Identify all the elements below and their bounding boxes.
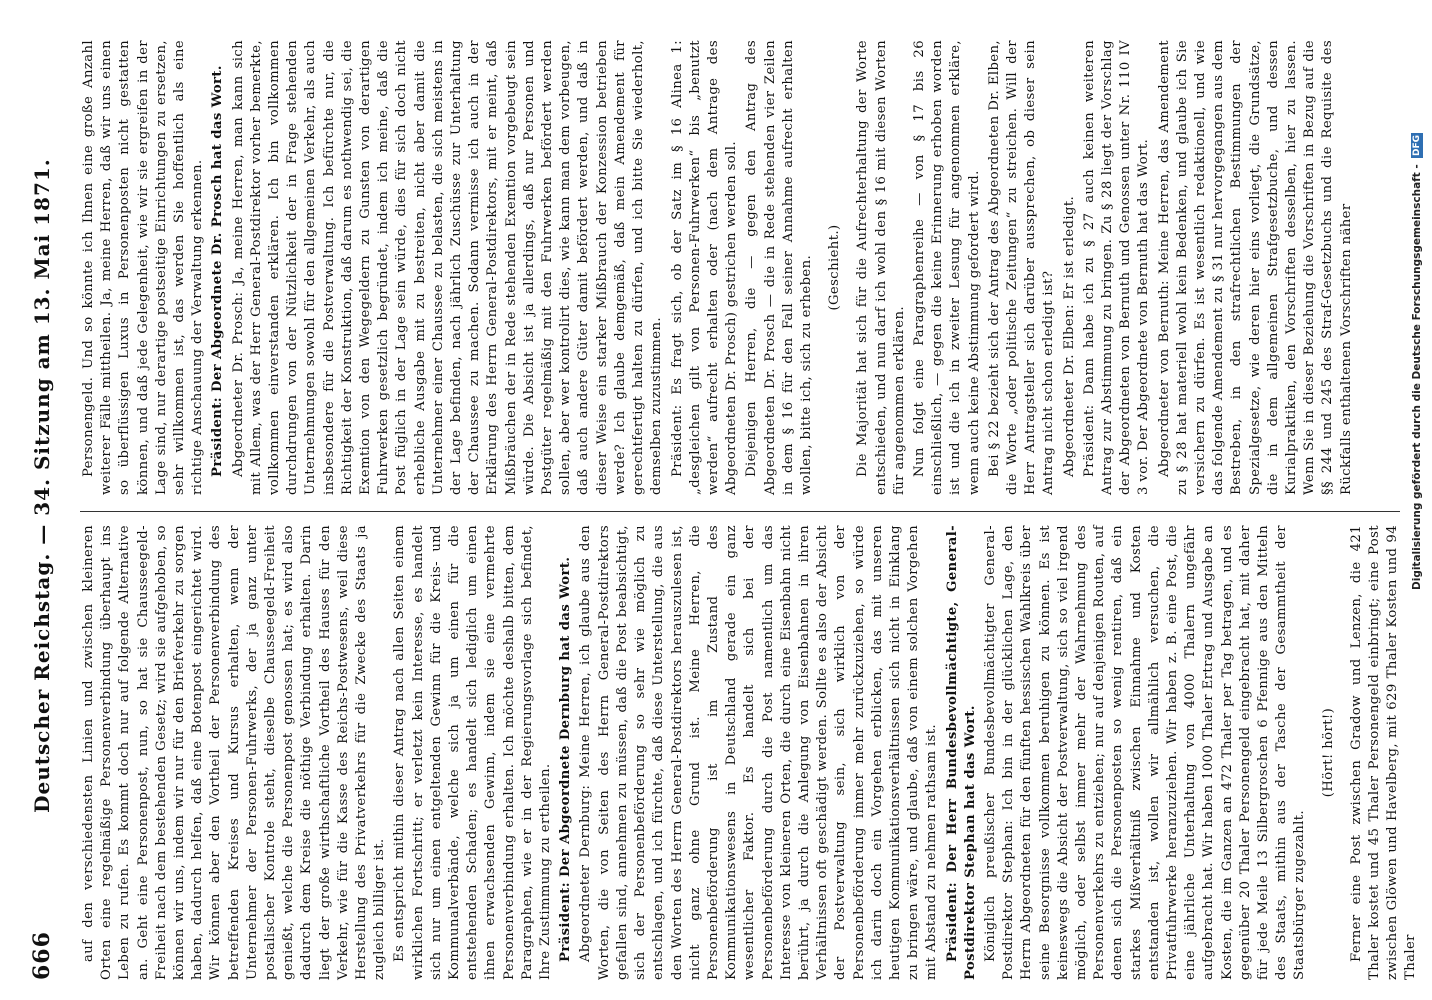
paragraph: Präsident: Dann habe ich zu § 27 auch keinen weiteren Antrag zur Abstimmung zu bringen. Zu § 28 liegt der Vorschlag der Abgeordneten von Bernuth und Genossen unter Nr. 110 IV 3 vor. Der Abgeordnete von Bernuth hat das Wort.	[1081, 40, 1152, 495]
left-column	[80, 525, 1423, 980]
paragraph: Nun folgt eine Paragraphenreihe — von § 17 bis 26 einschließlich, — gegen die keine Erinnerung erhoben worden ist und die ich in zweiter Lesung für angenommen erkläre, wenn auch keine Abstimmung gefordert wird.	[911, 40, 982, 495]
right-column	[80, 40, 1358, 495]
paragraph: Bei § 22 bezieht sich der Antrag des Abgeordneten Dr. Elben, die Worte „oder politische Zeitungen“ zu streichen. Will der Herr Antragsteller sich darüber aussprechen, ob dieser sein Antrag nicht schon erledigt ist?	[986, 40, 1057, 495]
paragraph: Abgeordneter von Bernuth: Meine Herren, das Amendement zu § 28 hat materiell wohl kein Bedenken, und glaube ich Sie versichern zu dürfen. Es ist wesentlich redaktionell, und wie das folgende Amendement zu § 31 nur hervorgegangen aus dem Bestreben, in den strafrechtlichen Bestimmungen der Spezialgesetze, wie deren hier eins vorliegt, die Grundsätze, die in dem allgemeinen Strafgesetzbuche, und dessen Kurialpraktiken, den Vorschriften desselben, hier zu lassen. Wenn Sie in dieser Beziehung die Vorschriften in Bezug auf die §§ 244 und 245 des Straf-Gesetzbuchs und die Requisite des Rückfalls enthaltenen Vorschriften näher	[1156, 40, 1354, 495]
paragraph: auf den verschiedensten Linien und zwischen kleineren Orten eine regelmäßige Personenverbindung überhaupt ins Leben zu rufen. Es kommt doch nur auf folgende Alternative an. Geht eine Personenpost, nun, so hat sie Chausseegeld-Freiheit nach dem bestehenden Gesetz; wird sie aufgehoben, so können wir uns, indem wir nur für den Briefverkehr zu sorgen haben, dadurch helfen, daß eine Botenpost eingerichtet wird. Wir können aber den Vortheil der Personenverbindung des betreffenden Kreises und Kursus erhalten, wenn der Unternehmer der Personen-Fuhrwerks, der ja ganz unter postalischer Kontrole steht, dieselbe Chausseegeld-Freiheit genießt, welche die Personenpost genossen hat; es wird also dadurch dem Kreise die nöthige Verbindung erhalten. Darin liegt der große wirthschaftliche Vortheil des Hauses für den Verkehr, wie für die Kasse des Reichs-Postwesens, weil diese Herstellung des Privatverkehrs für die Zwecke des Staats ja zugleich billiger ist.	[81, 525, 388, 980]
paragraph: Die Majorität hat sich für die Aufrechterhaltung der Worte entschieden, und nun darf ich wohl den § 16 mit diesen Worten für angenommen erklären.	[855, 40, 907, 495]
column-divider	[80, 511, 1400, 512]
paragraph: Präsident: Es fragt sich, ob der Satz im § 16 Alinea 1: „desgleichen gilt von Personen-Fuhrwerken“ bis „benutzt werden“ aufrecht erhalten oder (nach dem Antrage des Abgeordneten Dr. Prosch) gestrichen werden soll.	[669, 40, 740, 495]
paragraph: Abgeordneter Dr. Prosch: Ja, meine Herren, man kann sich mit Allem, was der Herr General-Postdirektor vorher bemerkte, vollkommen einverstanden erklären. Ich bin vollkommen durchdrungen von der Nützlichkeit der in Frage stehenden Unternehmungen sowohl für den allgemeinen Verkehr, als auch insbesondere für die Postverwaltung. Ich befürchte nur, die Richtigkeit der Konstruktion, daß darum es nothwendig sei, die Exemtion von den Wegegeldern zu Gunsten von derartigen Fuhrwerken gesetzlich begründet, indem ich meine, daß die Post füglich in der Lage sein würde, dies für sich doch nicht erhebliche Ausgabe mit zu bestreiten, nicht aber damit die Unternehmer einer Chaussee zu belasten, die sich meistens in der Lage befinden, nach jährlich Zuschüsse zur Unterhaltung der Chaussee zu machen. Sodann vermisse ich auch in der Erklärung des Herrn General-Postdirektors, mit er meint, daß Mißbräuchen der in Rede stehenden Exemtion vorgebeugt sein würde. Die Absicht ist ja allerdings, daß nur Personen und Postgüter regelmäßig mit den Fuhrwerken befördert werden sollen, aber wer kontrolirt dies, wie kann man dem vorbeugen, daß auch andere Güter damit befördert werden, und daß in dieser Weise ein starker Mißbrauch der Konzession betrieben werde? Ich glaube demgemäß, daß mein Amendement für gerechtfertigt halten zu dürfen, und ich bitte Sie wiederholt, demselben zuzustimmen.	[230, 40, 665, 495]
dfg-logo: DFG	[1412, 135, 1422, 157]
speaker-line: Präsident: Der Abgeordnete Dr. Prosch hat das Wort.	[210, 65, 226, 477]
paragraph: Personengeld. Und so könnte ich Ihnen eine große Anzahl weiterer Fälle mittheilen. Ja, meine Herren, daß wir uns einen so überflüssigen Luxus in Personenposten nicht gestatten können, und daß jede Gelegenheit, wie wir sie ergreifen in der Lage sind, nur derartige postseitige Einrichtungen zu ersetzen, sehr willkommen ist, das werden Sie hoffentlich als eine richtige Anschauung der Verwaltung erkennen.	[81, 40, 206, 495]
interjection: (Geschieht.)	[827, 224, 843, 311]
page-header	[22, 40, 62, 980]
paragraph: Es entspricht mithin dieser Antrag nach allen Seiten einem wirklichen Fortschritt; er verletzt kein Interesse, es handelt sich nur um einen entgeltenden Gewinn für die Kreis- und Kommunalverbände, welche sich ja um einen für die entstehenden Schaden; es handelt sich lediglich um einen ihnen erwachsenden Gewinn, indem sie eine vermehrte Personenverbindung erhalten. Ich möchte deshalb bitten, dem Paragraphen, wie er in der Regierungsvorlage sich befindet, Ihre Zustimmung zu ertheilen.	[392, 525, 554, 980]
page-number: 666	[29, 931, 55, 980]
paragraph: Ferner eine Post zwischen Gradow und Lenzen, die 421 Thaler kostet und 45 Thaler Personengeld einbringt; eine Post zwischen Glöwen und Havelberg, mit 629 Thaler Kosten und 94 Thaler	[1348, 525, 1419, 980]
paragraph: Diejenigen Herren, die — gegen den Antrag des Abgeordneten Dr. Prosch — die in Rede stehenden vier Zeilen in dem § 16 für den Fall seiner Annahme aufrecht erhalten wollen, bitte ich, sich zu erheben.	[744, 40, 814, 495]
interjection: (Hört! hört!)	[1320, 707, 1336, 798]
speaker-line: Präsident: Der Herr Bundesbevollmächtigte, General-Postdirektor Stephan hat das Wort.	[944, 525, 978, 980]
credit-text: Digitalisierung gefördert durch die Deutsche Forschungsgemeinschaft -	[1411, 164, 1423, 590]
running-title: Deutscher Reichstag. — 34. Sitzung am 13. Mai 1871.	[30, 158, 54, 813]
paragraph: Abgeordneter Dernburg: Meine Herren, ich glaube aus den Worten, die von Seiten des Herrn General-Postdirektors gefallen sind, annehmen zu müssen, daß die Post beabsichtigt, sich der Personenbeförderung so sehr wie möglich zu entschlagen, und ich fürchte, daß diese Unterstellung, die aus den Worten des Herrn General-Postdirektors herauszulesen ist, nicht ganz ohne Grund ist. Meine Herren, die Personenbeförderung ist im Zustand des Kommunikationswesens in Deutschland gerade ein ganz wesentlicher Faktor. Es handelt sich bei der Personenbeförderung durch die Post namentlich um das Interesse von kleineren Orten, die durch eine Eisenbahn nicht berührt, ja durch die Anlegung von Eisenbahnen in ihren Verhältnissen oft geschädigt werden. Sollte es also der Absicht der Postverwaltung sein, sich wirklich von der Personenbeförderung immer mehr zurückzuziehen, so würde ich darin doch ein Vorgehen erblicken, das mit unseren heutigen Kommunikationsverhältnissen sich nicht in Einklang zu bringen wäre, und glaube, daß von einem solchen Vorgehen mit Abstand zu nehmen rathsam ist.	[578, 525, 940, 980]
speaker-line: Präsident: Der Abgeordnete Dernburg hat das Wort.	[558, 556, 574, 962]
paragraph: Abgeordneter Dr. Elben: Er ist erledigt.	[1061, 195, 1077, 477]
digitization-credit	[1408, 30, 1426, 590]
paragraph: Königlich preußischer Bundesbevollmächtigter General-Postdirektor Stephan: Ich bin in der glücklichen Lage, den Herrn Abgeordneten für den fünften hessischen Wahlkreis über seine Besorgnisse vollkommen beruhigen zu können. Es ist keineswegs die Absicht der Postverwaltung, sich so viel irgend möglich, oder selbst immer mehr der Wahrnehmung des Personenverkehrs zu entziehen; nur auf denjenigen Routen, auf denen sich die Personenposten so wenig rentiren, daß ein starkes Mißverhältniß zwischen Einnahme und Kosten entstanden ist, wollen wir allmählich versuchen, die Privatfuhrwerke heranzuziehen. Wir haben z. B. eine Post, die eine jährliche Unterhaltung von 4000 Thalern ungefähr aufgebracht hat. Wir haben 1000 Thaler Ertrag und Ausgabe an Kosten, die im Ganzen an 472 Thaler per Tag betragen, und es gegenüber 20 Thaler Personengeld eingebracht hat, mit daher für jede Meile 13 Silbergroschen 6 Pfennige aus den Mitteln des Staats, mithin aus der Tasche der Gesammtheit der Staatsbürger zugezahlt.	[982, 525, 1308, 980]
